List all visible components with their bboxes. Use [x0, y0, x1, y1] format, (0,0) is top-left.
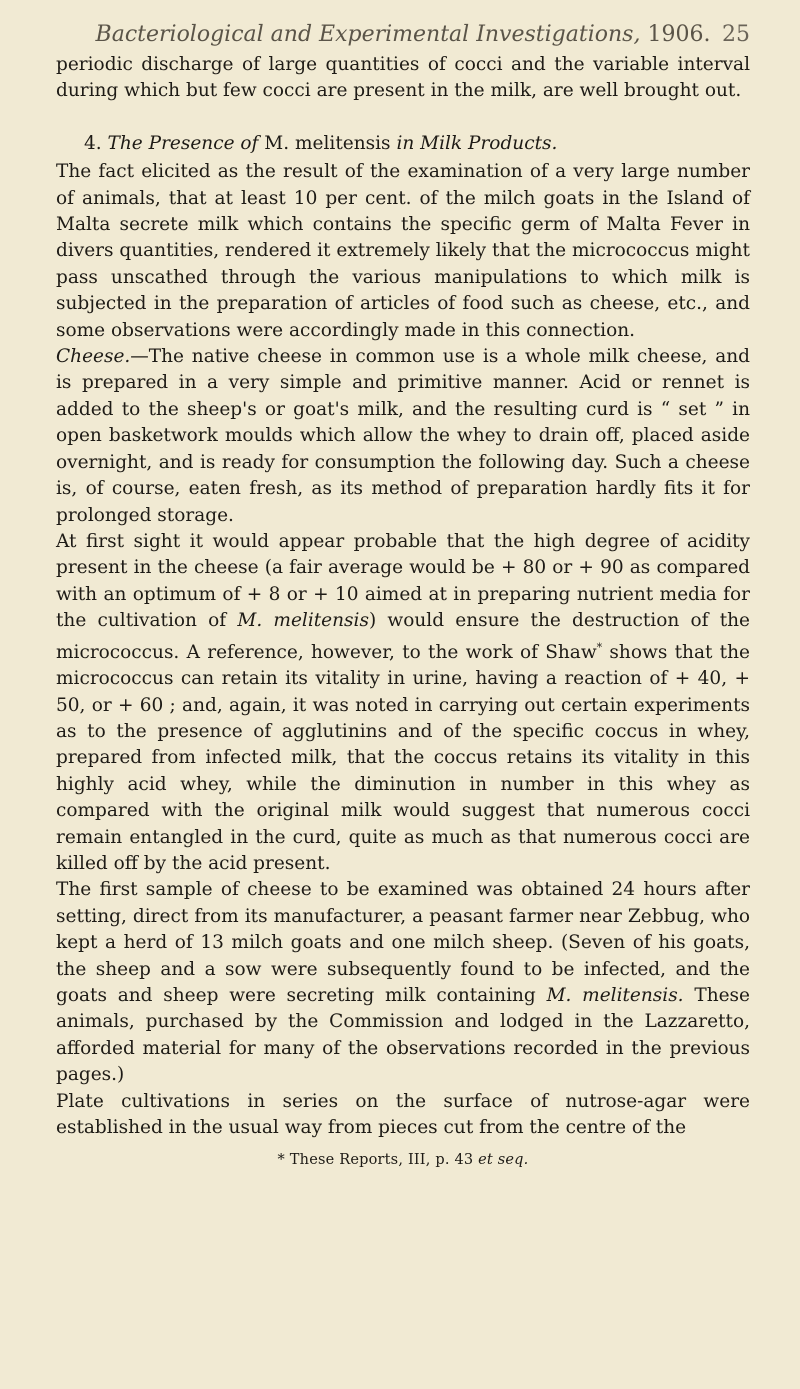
paragraph-text: shows that the micrococcus can retain its vitality in urine, having a reaction of + 40, + 50, or + 60 ; and, again, it was noted in carrying out certain experiments as to the presence of agglutinins and of the specific coccus in whey, prepared from infected milk, that the coccus retains its vitality in this highly acid whey, while the diminution in number in this whey as compared with the original milk would suggest that numerous cocci remain entangled in the curd, quite as much as that numerous cocci are killed off by the acid present.	[56, 641, 750, 874]
section-title-part: M.	[264, 132, 290, 154]
body-text	[56, 52, 750, 1174]
section-title-part: The Presence of	[107, 132, 259, 154]
paragraph	[56, 529, 750, 877]
section-number: 4.	[84, 132, 102, 154]
species-name: M. melitensis.	[546, 984, 684, 1006]
paragraph-continuation: periodic discharge of large quantities of cocci and the variable interval during which but few cocci are present in the milk, are well brought out.	[56, 54, 750, 102]
footnote	[56, 1147, 750, 1173]
paragraph-text: The first sample of cheese to be examined was obtained 24 hours after setting, direct from its manufacturer, a peasant farmer near Zebbug, who kept a herd of 13 milch goats and one milch sheep. (Seven of his goats, the sheep and a sow were subsequently found to be infected, and the goats and sheep were secreting milk containing	[56, 879, 750, 1006]
section-title-part: melitensis	[295, 132, 391, 154]
paragraph-cheese	[56, 344, 750, 529]
footnote-marker: *	[596, 640, 603, 654]
cheese-text: —The native cheese in common use is a whole milk cheese, and is prepared in a very simple and primitive manner. Acid or rennet is added to the sheep's or goat's milk, and the resulting curd is “ set ” in open basketwork moulds which allow the whey to drain off, placed aside overnight, and is ready for consumption the following day. Such a cheese is, of course, eaten fresh, as its method of preparation hardly fits it for prolonged storage.	[56, 346, 750, 526]
section-heading	[56, 131, 750, 157]
paragraph	[56, 877, 750, 1088]
header-title: Bacteriological and Experimental Investigations,	[95, 22, 641, 47]
paragraph-text: ) would ensure the destruction of the micrococcus. A reference, however, to the work of Shaw	[56, 610, 750, 663]
paragraph-text: These animals, purchased by the Commission and lodged in the Lazzaretto, afforded material for many of the observations recorded in the previous pages.)	[56, 984, 750, 1086]
page-number: 25	[722, 22, 750, 47]
paragraph: The fact elicited as the result of the examination of a very large number of animals, that at least 10 per cent. of the milch goats in the Island of Malta secrete milk which contains the specific germ of Malta Fever in divers quantities, rendered it extremely likely that the micrococcus might pass unscathed through the various manipulations to which milk is subjected in the preparation of articles of food such as cheese, etc., and some observations were accordingly made in this connection.	[56, 161, 750, 341]
footnote-mark: *	[277, 1152, 285, 1169]
paragraph-text: At first sight it would appear probable that the high degree of acidity present in the cheese (a fair average would be + 80 or + 90 as compared with an optimum of + 8 or + 10 aimed at in preparing nutrient media for the cultivation of	[56, 530, 750, 632]
footnote-italic: et seq.	[478, 1152, 529, 1169]
paragraph: Plate cultivations in series on the surface of nutrose-agar were established in the usual way from pieces cut from the centre of the	[56, 1090, 750, 1138]
footnote-text: These Reports, III, p. 43	[284, 1152, 479, 1169]
section-title-part: in Milk Products.	[396, 132, 558, 154]
cheese-lead: Cheese.	[56, 346, 131, 368]
running-header	[56, 18, 750, 52]
species-name: M. melitensis	[237, 610, 369, 632]
header-year: 1906.	[647, 22, 711, 47]
